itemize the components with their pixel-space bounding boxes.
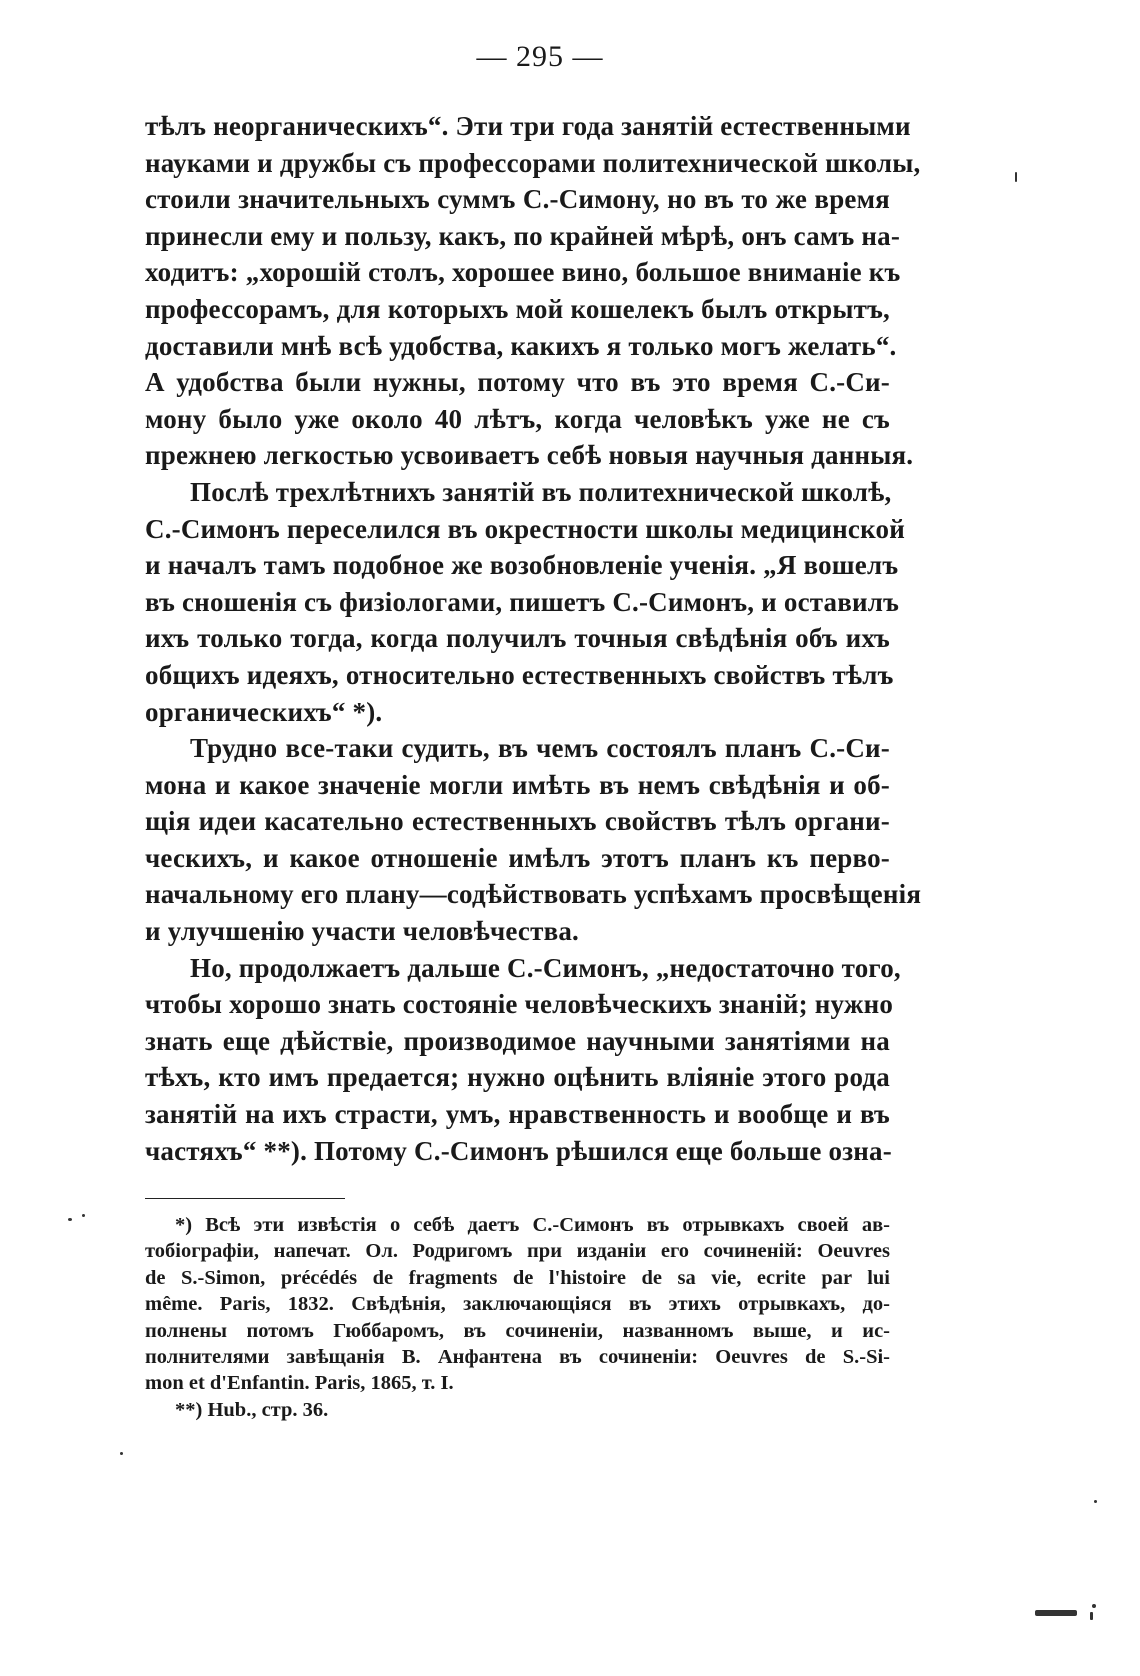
text-line: науками и дружбы съ профессорами политехнической школы, <box>145 147 921 178</box>
text-line: доставили мнѣ всѣ удобства, какихъ я только могъ желать“. <box>145 330 897 361</box>
text-line: профессорамъ, для которыхъ мой кошелекъ былъ открытъ, <box>145 293 890 324</box>
text-line: частяхъ“ **). Потому С.-Симонъ рѣшился еще больше озна- <box>145 1135 892 1166</box>
footnote-separator <box>145 1198 345 1199</box>
text-line: прежнею легкостью усвоиваетъ себѣ новыя научныя данныя. <box>145 440 914 471</box>
text-line: Трудно все-таки судить, въ чемъ состоялъ планъ С.-Си- <box>190 733 890 764</box>
footnote-line: *) Всѣ эти извѣстія о себѣ даетъ С.-Симонъ въ отрывкахъ своей ав- <box>175 1214 890 1236</box>
text-line: и началъ тамъ подобное же возобновленіе ученія. „Я вошелъ <box>145 550 899 581</box>
text-line: щія идеи касательно естественныхъ свойствъ тѣлъ органи- <box>145 806 890 837</box>
text-line: и улучшенію участи человѣчества. <box>145 916 579 947</box>
text-line: принесли ему и пользу, какъ, по крайней мѣрѣ, онъ самъ на- <box>145 220 901 251</box>
footnote-line: тобіографіи, напечат. Ол. Родригомъ при изданіи его сочиненій: Oeuvres <box>145 1240 890 1263</box>
text-line: А удобства были нужны, потому что въ это время С.-Си- <box>145 367 890 398</box>
text-line: знать еще дѣйствіе, производимое научными занятіями на <box>145 1025 890 1056</box>
text-line: тѣхъ, кто имъ предается; нужно оцѣнить вліяніе этого рода <box>145 1062 890 1093</box>
footnote-line: de S.-Simon, précédés de fragments de l'histoire de sa vie, ecrite par lui <box>145 1266 890 1289</box>
text-line: занятій на ихъ страсти, умъ, нравственность и вообще и въ <box>145 1099 890 1130</box>
footnotes <box>145 1212 890 1423</box>
text-line: ихъ только тогда, когда получилъ точныя свѣдѣнія объ ихъ <box>145 623 890 654</box>
footnote-line: mon et d'Enfantin. Paris, 1865, т. I. <box>145 1372 454 1395</box>
text-line: мону было уже около 40 лѣтъ, когда человѣкъ уже не съ <box>145 403 890 434</box>
text-line: начальному его плану—содѣйствовать успѣхамъ просвѣщенія <box>145 879 922 910</box>
text-line: чтобы хорошо знать состояніе человѣческихъ знаній; нужно <box>145 989 894 1020</box>
text-line: ческихъ, и какое отношеніе имѣлъ этотъ планъ къ перво- <box>145 842 890 873</box>
footnote-line: **) Hub., стр. 36. <box>175 1398 329 1421</box>
text-line: общихъ идеяхъ, относительно естественныхъ свойствъ тѣлъ <box>145 659 894 690</box>
text-line: мона и какое значеніе могли имѣть въ немъ свѣдѣнія и об- <box>145 769 890 800</box>
footnote-line: полнителями завѣщанія В. Анфантена въ сочиненіи: Oeuvres de S.-Si- <box>145 1346 890 1369</box>
text-line: тѣлъ неорганическихъ“. Эти три года занятій естественными <box>145 111 911 141</box>
text-line: Но, продолжаетъ дальше С.-Симонъ, „недостаточно того, <box>190 952 901 983</box>
footnote-line: même. Paris, 1832. Свѣдѣнія, заключающіяся въ этихъ отрывкахъ, до- <box>145 1293 890 1316</box>
text-line: въ сношенія съ физіологами, пишетъ С.-Симонъ, и оставилъ <box>145 586 900 617</box>
footnote-line: полнены потомъ Гюббаромъ, въ сочиненіи, названномъ выше, и ис- <box>145 1319 890 1342</box>
body-text <box>145 108 922 1169</box>
text-line: ходитъ: „хорошій столъ, хорошее вино, большое вниманіе къ <box>145 257 901 288</box>
text-line: С.-Симонъ переселился въ окрестности школы медицинской <box>145 513 905 544</box>
page-number: — 295 — <box>476 40 604 73</box>
text-line: Послѣ трехлѣтнихъ занятій въ политехнической школѣ, <box>190 476 892 507</box>
text-line: органическихъ“ *). <box>145 696 383 727</box>
text-line: стоили значительныхъ суммъ С.-Симону, но въ то же время <box>145 184 890 215</box>
